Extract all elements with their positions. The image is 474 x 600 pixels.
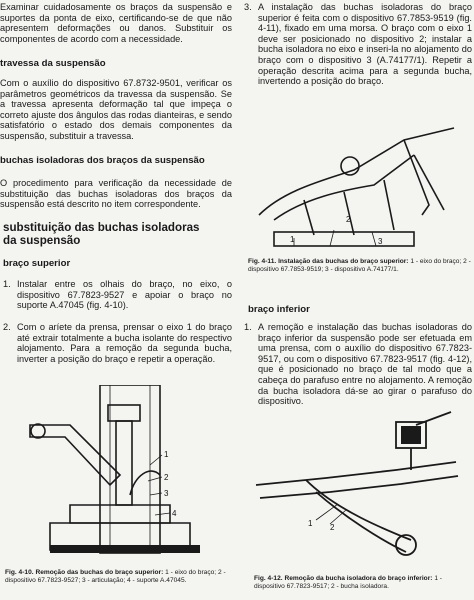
step-number: 2. [3,322,11,332]
fig10-callout-3: 3 [164,489,169,498]
travessa-paragraph: Com o auxílio do dispositivo 67.8732-9501, verificar os parâmetros geométricos da travessa da suspensão. Se a travessa apresenta deformação tal que impeça o correto ajuste dos ângulos das rodas dianteiras, e sendo satisfatório o estado dos demais componentes da suspensão, substituir a travessa. [0,78,232,141]
fig11-callout-1: 1 [290,235,295,244]
figure-4-10-caption [5,569,230,585]
step-number: 1. [3,279,11,289]
fig12-legend: 1 - dispositivo 67.7823-9517; 2 - bucha isoladora. [254,575,443,591]
fig11-callout-2: 2 [346,215,351,224]
figure-4-12-lower-arm-illustration [246,400,470,568]
fig10-callout-2: 2 [164,473,169,482]
main-heading-line1: substituição das buchas isoladoras [3,221,200,234]
step-text: A remoção e instalação das buchas isoladoras do braço inferior da suspensão pode ser efetuada em uma prensa, com o auxílio do dispositivo 67.7823-9517, ou com o dispositivo 67.7823-9517 (fig. 4-12), que é posicionado no braço de tal modo que a cabeça do parafuso entre no alojamento. A remoção da bucha isoladora dá-se ao girar o parafuso do dispositivo. [258,322,472,407]
step-1-superior [3,279,232,311]
figure-4-10-press-illustration [10,385,210,565]
fig10-callout-4: 4 [172,509,177,518]
fig11-legend: 1 - eixo do braço; 2 - dispositivo 67.7853-9519; 3 - dispositivo A.74177/1. [248,258,471,274]
braco-superior-heading: braço superior [3,258,71,269]
step-text: A instalação das buchas isoladoras do braço superior é feita com o dispositivo 67.7853-9519 (fig. 4-11), fixado em uma morsa. O braço com o eixo 1 deve ser posicionado no dispositivo 2; instalar a bucha isoladora no eixo e inseri-la no alojamento do braço com o dispositivo 3 (A.74177/1). Repetir a operação descrita acima para a segunda bucha, invertendo a posição do braço. [258,2,472,87]
travessa-heading: travessa da suspensão [0,58,106,69]
fig12-title: Remoção da bucha isoladora do braço inferior: [284,575,433,582]
fig12-label: Fig. 4-12. [254,575,283,582]
fig11-label: Fig. 4-11. [248,258,277,265]
figure-4-12-caption [254,575,472,591]
step-text: Instalar entre os olhais do braço, no eixo, o dispositivo 67.7823-9527 e apoiar o braço no suporte A.47045 (fig. 4-10). [17,279,232,311]
step-2-superior [3,322,232,364]
step-text: Com o aríete da prensa, prensar o eixo 1 do braço até extrair totalmente a bucha isolante do respectivo alojamento. Para a remoção da segunda bucha, inverter a posição do braço e repetir a operação. [17,322,232,364]
fig12-callout-1: 1 [308,519,313,528]
buchas-heading: buchas isoladoras dos braços da suspensão [0,155,205,166]
fig12-callout-2: 2 [330,523,335,532]
step-3-superior [244,2,472,87]
braco-inferior-heading: braço inferior [248,304,310,315]
figure-4-11-caption [248,258,472,274]
main-heading-line2: da suspensão [3,233,81,247]
fig11-callout-3: 3 [378,237,383,246]
buchas-paragraph: O procedimento para verificação da necessidade de substituição das buchas isoladoras dos braços da suspensão está descrito no item correspondente. [0,178,232,210]
step-1-inferior [244,322,472,407]
figure-4-11-bushing-install-illustration [254,120,466,252]
intro-paragraph: Examinar cuidadosamente os braços da suspensão e suportes da ponta de eixo, certificando-se de que não apresentem deformações ou danos. Substituir os componentes de acordo com a necessidade. [0,2,232,44]
step-number: 3. [244,2,252,12]
fig10-label: Fig. 4-10. [5,569,34,576]
fig11-title: Instalação das buchas do braço superior: [278,258,409,265]
step-number: 1. [244,322,252,332]
fig10-title: Remoção das buchas do braço superior: [35,569,164,576]
fig10-legend: 1 - eixo do braço; 2 - dispositivo 67.7823-9527; 3 - articulação; 4 - suporte A.47045. [5,569,226,585]
fig10-callout-1: 1 [164,450,169,459]
